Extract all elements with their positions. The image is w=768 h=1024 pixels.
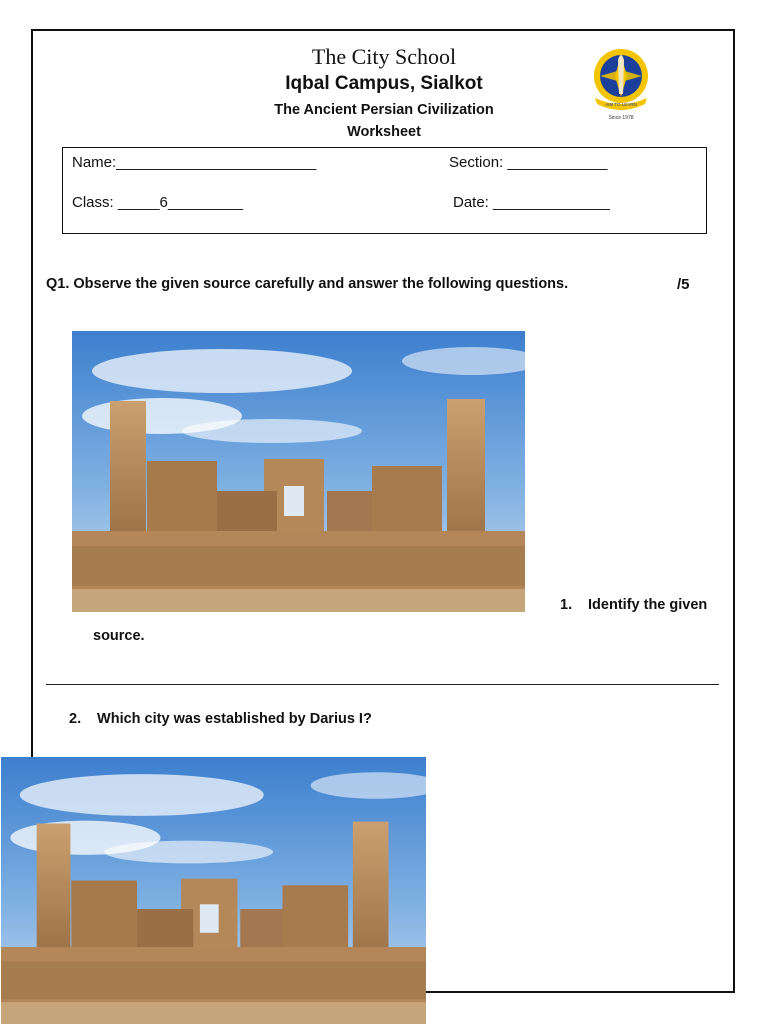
persepolis-palace-photo [72, 331, 525, 612]
date-field[interactable]: Date: ______________ [453, 194, 610, 211]
city-school-crest-icon [587, 46, 655, 122]
sub-question-1-continued: source. [93, 628, 145, 644]
class-field[interactable]: Class: _____6_________ [72, 194, 243, 211]
worksheet-label: Worksheet [347, 124, 421, 140]
name-field[interactable]: Name:________________________ [72, 154, 317, 171]
answer-line[interactable] [46, 684, 719, 685]
worksheet-topic: The Ancient Persian Civilization [274, 102, 494, 118]
question-1-marks: /5 [677, 276, 690, 293]
campus-name: Iqbal Campus, Sialkot [285, 73, 483, 94]
school-name: The City School [311, 44, 457, 69]
student-info-box [62, 147, 707, 234]
section-field[interactable]: Section: ____________ [449, 154, 608, 171]
svg-text:AIM TO LEARN: AIM TO LEARN [605, 102, 637, 107]
persepolis-palace-photo-duplicate [1, 757, 426, 1024]
sub-question-1: 1. Identify the given [560, 597, 708, 613]
sub-question-2: 2. Which city was established by Darius I? [69, 711, 372, 727]
svg-text:Since 1978: Since 1978 [608, 115, 634, 121]
question-1-text: Q1. Observe the given source carefully and answer the following questions. [46, 276, 569, 292]
